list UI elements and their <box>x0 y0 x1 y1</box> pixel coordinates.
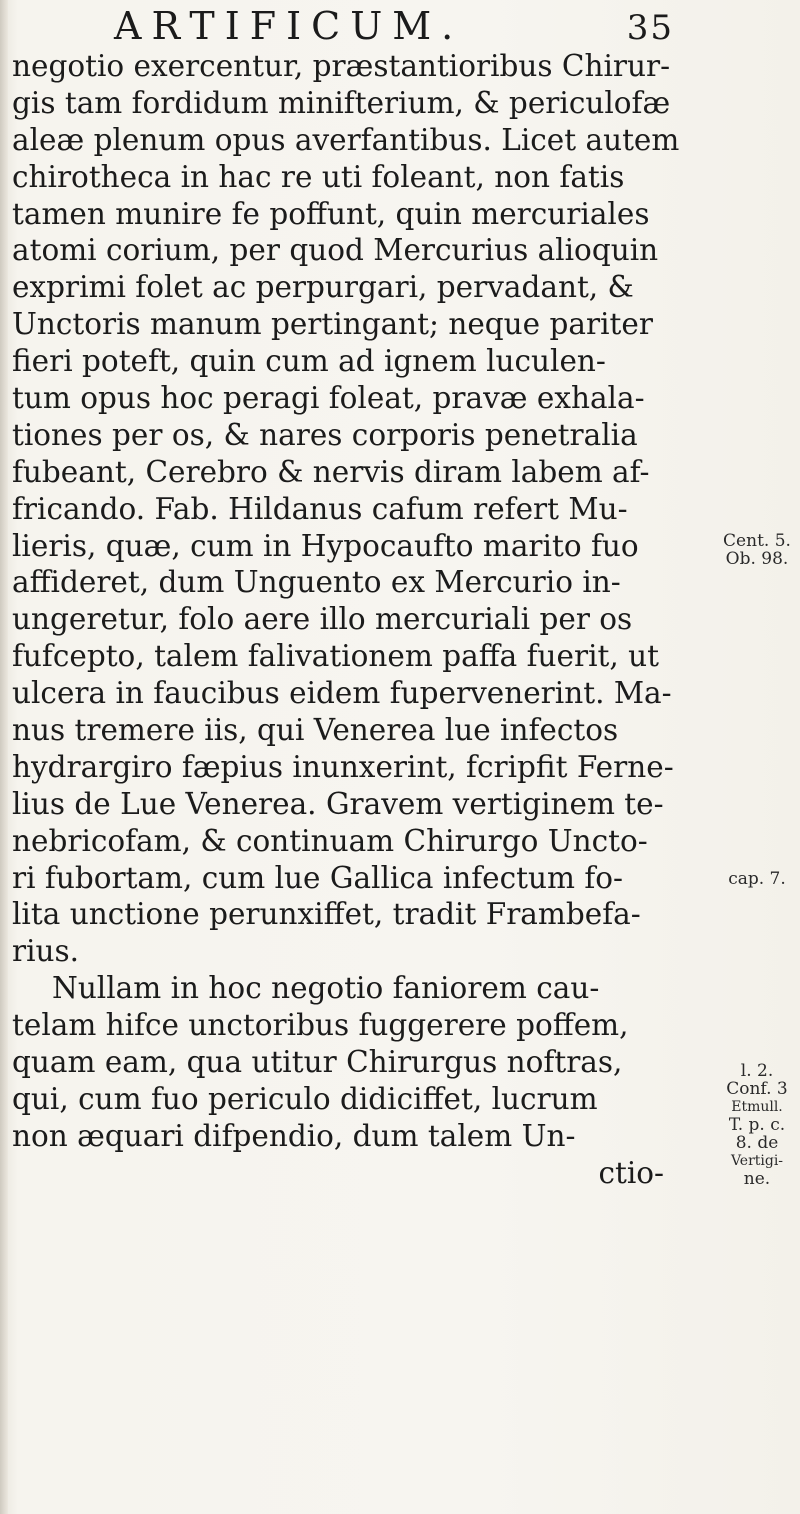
margin-note-line: cap. 7. <box>728 869 786 889</box>
text-line: aleæ plenum opus averfantibus. Licet autem <box>12 122 680 157</box>
margin-note-line: Vertigi- <box>730 1153 784 1169</box>
text-line: rius. <box>12 934 80 969</box>
margin-note-line: l. 2. <box>740 1061 774 1081</box>
margin-note-line: Cent. 5. <box>723 531 791 551</box>
catchword: ctio- <box>598 1155 664 1190</box>
running-title: ARTIFICUM. <box>114 4 464 48</box>
margin-note-line: Ob. 98. <box>725 549 789 569</box>
text-line: lius de Lue Venerea. Gravem vertiginem te- <box>12 786 664 821</box>
text-line: fieri poteft, quin cum ad ignem luculen- <box>12 344 606 379</box>
text-line: negotio exercentur, præstantioribus Chirur- <box>12 49 671 83</box>
text-line: lieris, quæ, cum in Hypocaufto marito fuo <box>12 528 639 563</box>
text-body <box>12 48 712 1192</box>
text-line: atomi corium, per quod Mercurius alioquin <box>12 233 659 268</box>
text-line: non æquari difpendio, dum talem Un- <box>12 1118 576 1153</box>
text-line: ungeretur, folo aere illo mercuriali per os <box>12 602 633 637</box>
paragraph-start-line: Nullam in hoc negotio faniorem cau- <box>52 971 600 1006</box>
text-line: fubeant, Cerebro & nervis diram labem af- <box>12 454 650 489</box>
text-line: qui, cum fuo periculo didiciffet, lucrum <box>12 1081 598 1116</box>
text-line: tiones per os, & nares corporis penetralia <box>12 417 638 452</box>
margin-note-line: Conf. 3 <box>726 1079 788 1099</box>
text-line: affideret, dum Unguento ex Mercurio in- <box>12 565 621 600</box>
text-line: exprimi folet ac perpurgari, pervadant, & <box>12 270 634 305</box>
margin-note-conf <box>716 1062 798 1188</box>
margin-note-line: ne. <box>743 1169 771 1189</box>
text-line: hydrargiro fæpius inunxerint, fcripfit Ferne- <box>12 749 674 784</box>
text-line: tamen munire fe poffunt, quin mercuriales <box>12 196 650 231</box>
text-line: telam hifce unctoribus fuggerere poffem, <box>12 1008 629 1043</box>
text-line: nebricofam, & continuam Chirurgo Uncto- <box>12 823 648 858</box>
text-line: lita unctione perunxiffet, tradit Frambefa- <box>12 897 641 932</box>
margin-note-cent <box>716 532 798 568</box>
margin-note-line: Etmull. <box>731 1099 783 1115</box>
text-line: nus tremere iis, qui Venerea lue infectos <box>12 713 619 748</box>
page-gutter <box>0 0 8 1514</box>
text-line: gis tam fordidum minifterium, & periculofæ <box>12 85 671 120</box>
text-line: ri fubortam, cum lue Gallica infectum fo- <box>12 860 624 895</box>
text-line: Unctoris manum pertingant; neque pariter <box>12 307 653 342</box>
page-number: 35 <box>626 8 674 48</box>
margin-note-line: T. p. c. <box>728 1115 786 1135</box>
margin-note-line: 8. de <box>735 1133 779 1153</box>
text-line: tum opus hoc peragi foleat, pravæ exhala- <box>12 381 645 416</box>
margin-note-cap <box>716 870 798 888</box>
text-line: quam eam, qua utitur Chirurgus noftras, <box>12 1045 623 1080</box>
text-line: chirotheca in hac re uti foleant, non fatis <box>12 159 625 194</box>
text-line: ulcera in faucibus eidem fupervenerint. Ma- <box>12 676 672 711</box>
text-line: fricando. Fab. Hildanus cafum refert Mu- <box>12 491 628 526</box>
text-line: fufcepto, talem falivationem paffa fuerit, ut <box>12 639 660 674</box>
